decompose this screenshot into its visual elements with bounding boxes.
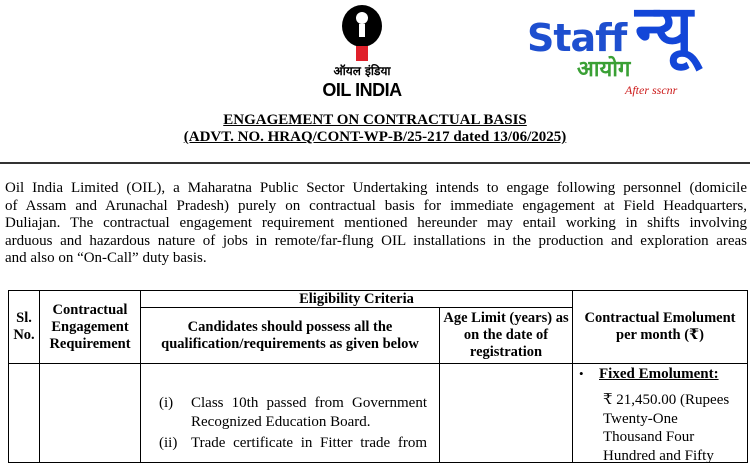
page-title: ENGAGEMENT ON CONTRACTUAL BASIS <box>223 112 527 128</box>
intro-line: and also on “On-Call” duty basis. <box>5 250 207 266</box>
header-requirement: Contractual Engagement Requirement <box>39 290 141 364</box>
qualification-number: (i) <box>159 395 174 411</box>
emolument-amount: ₹ 21,450.00 (Rupees Twenty-One Thousand Four Hundred and Fifty <box>603 392 730 464</box>
intro-line: Duliajan. The contractual engagement requirement mentioned hereunder may entail working in shifts involving <box>5 215 747 231</box>
oil-india-logo <box>318 2 406 102</box>
engagement-table <box>8 290 748 464</box>
intro-line: of Assam and Arunachal Pradesh) purely on contractual basis for immediate engagement at Field Headquarters, <box>5 197 747 214</box>
emolument-label: Fixed Emolument: <box>599 366 719 382</box>
bullet-icon: • <box>579 366 584 381</box>
oil-logo-hindi: ऑयल इंडिया <box>333 64 391 78</box>
header-qualification: Candidates should possess all the qualification/requirements as given below <box>140 307 440 364</box>
cell-requirement <box>39 363 141 463</box>
staff-news-logo <box>527 0 747 99</box>
qualification-text: Trade certificate in Fitter trade from <box>191 435 427 451</box>
qualification-number: (ii) <box>159 435 178 451</box>
header-divider <box>0 162 750 164</box>
cell-sl-no <box>8 363 40 463</box>
header-eligibility: Eligibility Criteria <box>140 290 573 308</box>
intro-line: arduous and hazardous nature of jobs in remote/far-flung OIL installations in the production and exploration areas <box>5 232 747 249</box>
cell-age-limit <box>439 363 573 463</box>
cell-qualification <box>140 363 440 463</box>
header-emolument: Contractual Emolument per month (₹) <box>572 290 748 364</box>
advertisement-number: (ADVT. NO. HRAQ/CONT-WP-B/25-217 dated 13/06/2025) <box>183 129 567 145</box>
oil-drop-icon <box>318 2 406 64</box>
intro-paragraph <box>5 180 747 268</box>
oil-logo-text: OIL INDIA <box>322 80 402 100</box>
news-logo-word: न्यू <box>635 0 693 68</box>
cell-emolument <box>572 363 748 463</box>
staff-logo-word: Staff <box>527 16 627 60</box>
qualification-text: Class 10th passed from Government Recognized Education Board. <box>191 395 427 430</box>
header-age-limit: Age Limit (years) as on the date of registration <box>439 307 573 364</box>
logo-tagline: After sscnr <box>625 83 678 97</box>
header-sl-no: Sl. No. <box>8 290 40 364</box>
aayog-logo-word: आयोग <box>577 57 631 82</box>
intro-line: Oil India Limited (OIL), a Maharatna Public Sector Undertaking intends to engage following personnel (domicile <box>5 180 747 196</box>
